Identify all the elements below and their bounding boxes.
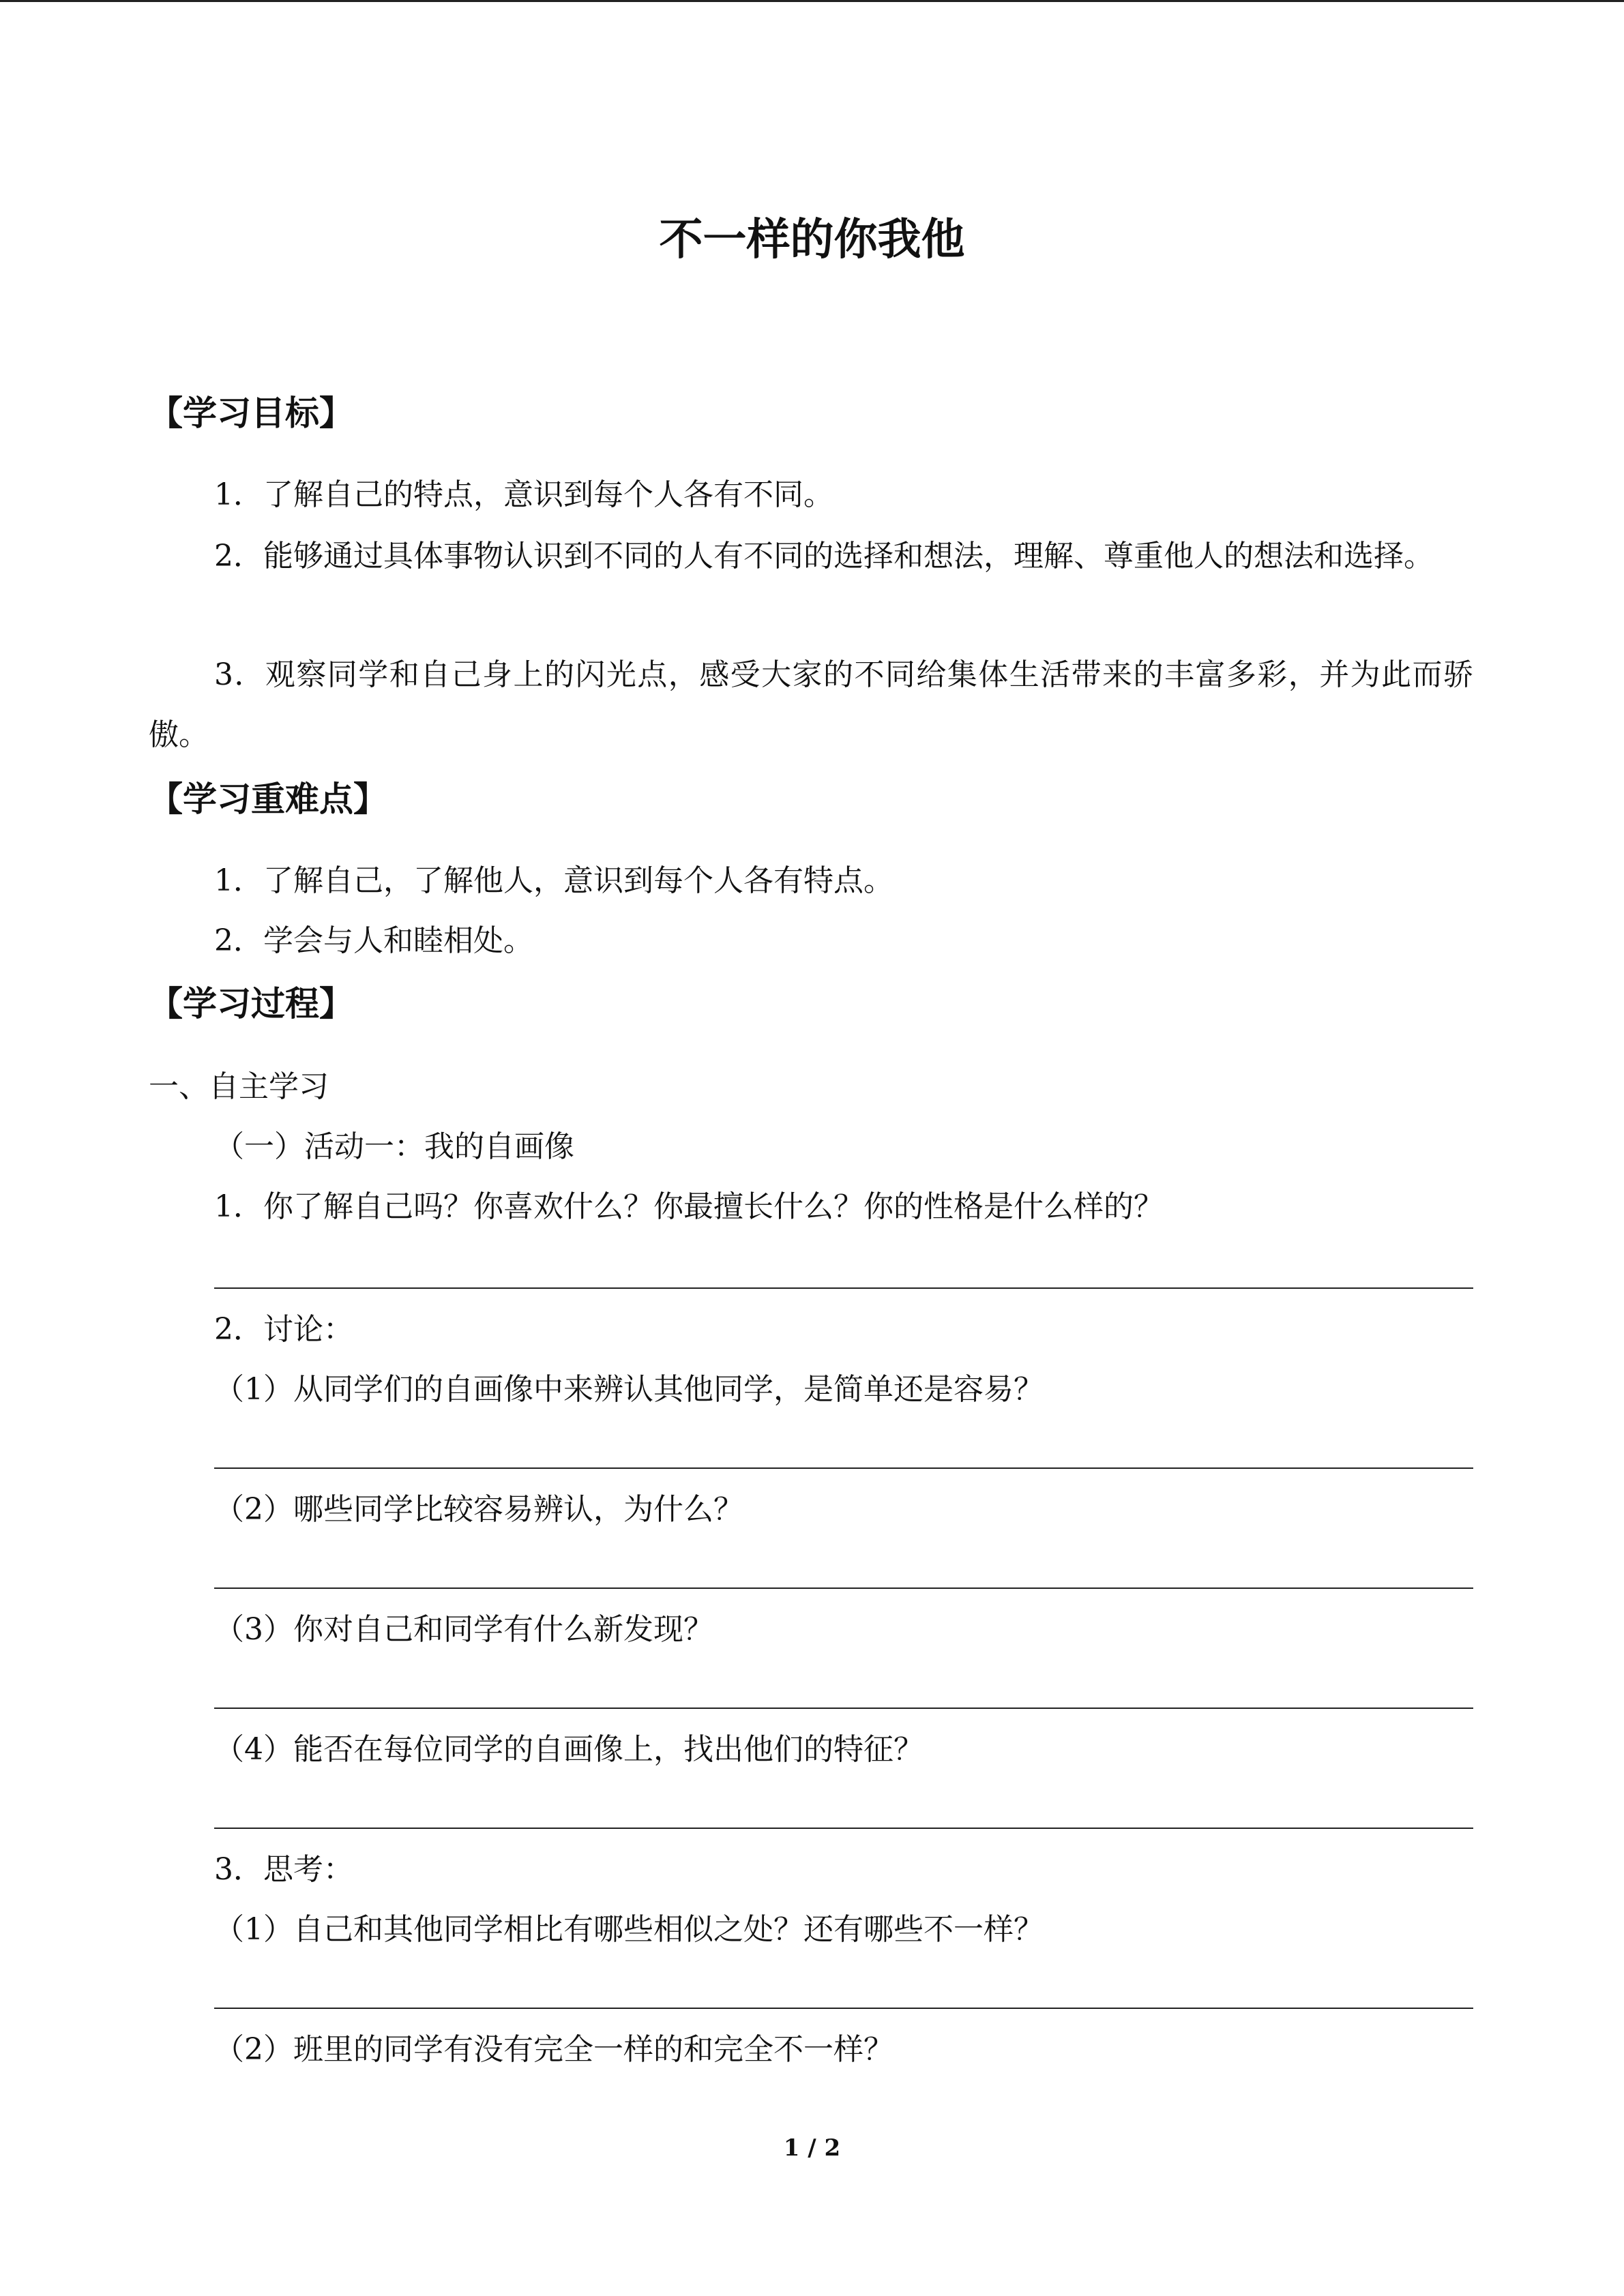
discussion-question: （2）哪些同学比较容易辨认，为什么？	[214, 1492, 743, 1527]
top-border	[0, 0, 1624, 2]
page-title: 不一样的你我他	[659, 215, 965, 265]
answer-line[interactable]	[214, 1828, 1473, 1829]
answer-line[interactable]	[214, 1708, 1473, 1709]
objectives-heading: 【学习目标】	[149, 393, 353, 433]
thinking-question: （2）班里的同学有没有完全一样的和完全不一样？	[214, 2032, 894, 2067]
discussion-question: （1）从同学们的自画像中来辨认其他同学，是简单还是容易？	[214, 1372, 1044, 1407]
page-number: 1 / 2	[783, 2134, 841, 2162]
answer-line[interactable]	[214, 1287, 1473, 1289]
discussion-question: （4）能否在每位同学的自画像上，找出他们的特征？	[214, 1732, 924, 1767]
activity-one-label: （一）活动一：我的自画像	[214, 1129, 574, 1164]
thinking-question: （1）自己和其他同学相比有哪些相似之处？还有哪些不一样？	[214, 1912, 1044, 1947]
thinking-label: 3．思考：	[214, 1852, 353, 1887]
key-point-item: 1．了解自己，了解他人，意识到每个人各有特点。	[214, 863, 894, 898]
process-heading: 【学习过程】	[149, 984, 353, 1024]
objective-item: 3．观察同学和自己身上的闪光点，感受大家的不同给集体生活带来的丰富多彩，并为此而骄傲。	[149, 657, 1473, 752]
objective-item: 2．能够通过具体事物认识到不同的人有不同的选择和想法，理解、尊重他人的想法和选择。	[214, 539, 1434, 573]
discussion-question: （3）你对自己和同学有什么新发现？	[214, 1612, 713, 1647]
key-point-item: 2．学会与人和睦相处。	[214, 923, 533, 958]
part-one-label: 一、自主学习	[149, 1069, 329, 1104]
answer-line[interactable]	[214, 2008, 1473, 2009]
answer-line[interactable]	[214, 1467, 1473, 1469]
key-points-heading: 【学习重难点】	[149, 779, 387, 819]
question-1: 1．你了解自己吗？你喜欢什么？你最擅长什么？你的性格是什么样的？	[214, 1189, 1164, 1224]
objective-item: 1．了解自己的特点，意识到每个人各有不同。	[214, 477, 833, 512]
answer-line[interactable]	[214, 1587, 1473, 1589]
discussion-label: 2．讨论：	[214, 1312, 353, 1347]
